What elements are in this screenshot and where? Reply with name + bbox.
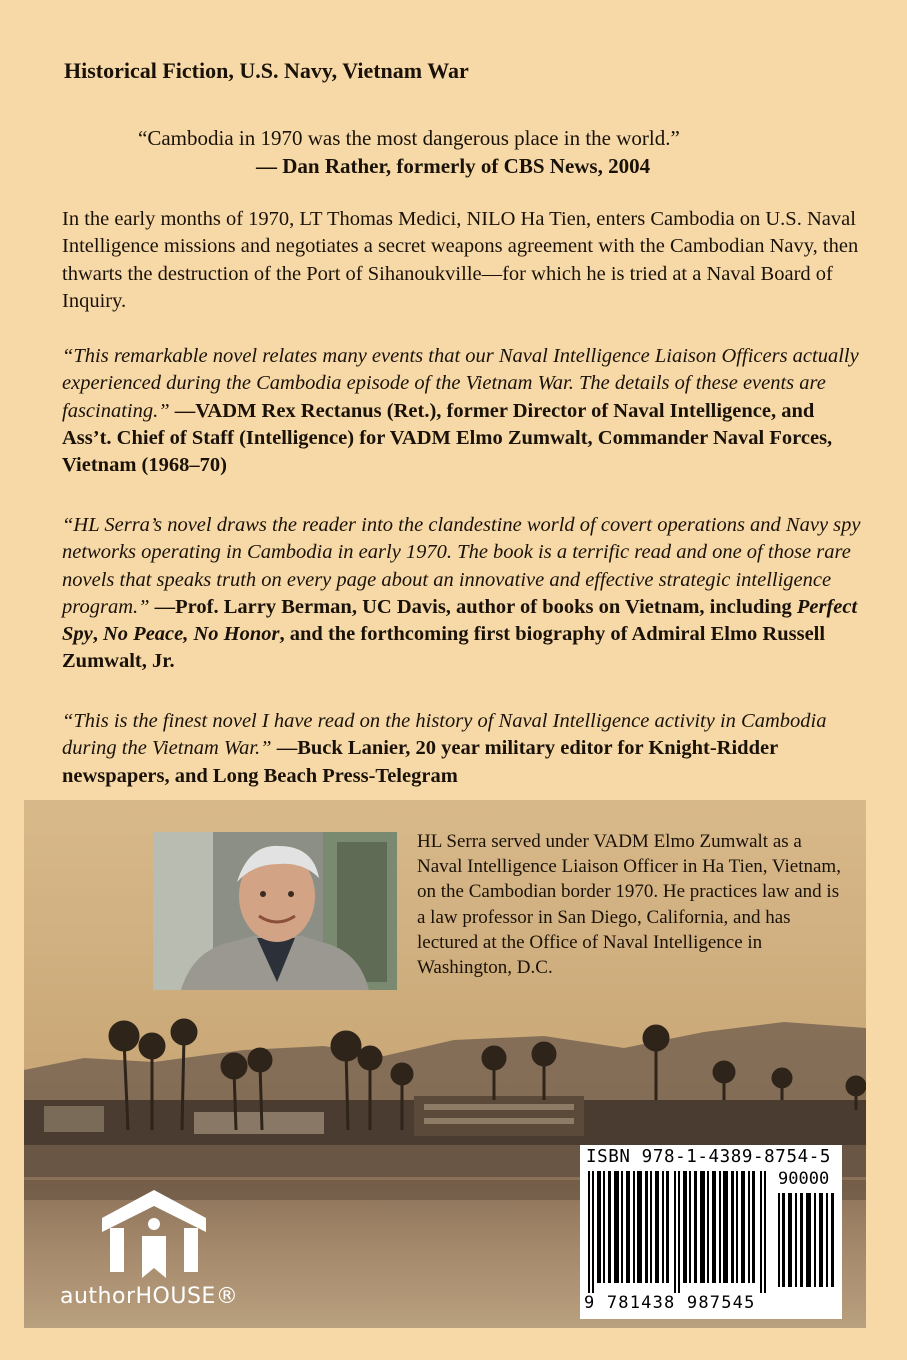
review-source-end: , and the forthcoming first biography of Admiral Elmo Russell Zumwalt, Jr. <box>62 623 826 673</box>
title-separator: , <box>92 623 103 646</box>
review-berman <box>62 512 862 676</box>
review-quote: “HL Serra’s novel draws the reader into the clandestine world of covert operations and Navy spy networks operating in Cambodia in early 1970. The book is a terrific read and one of those rare novels that speaks truth on every page about an innovative and effective strategic intelligence program.” <box>62 514 861 618</box>
isbn-text: ISBN 978-1-4389-8754-5 <box>586 1147 831 1167</box>
review-lanier <box>62 708 862 790</box>
review-quote: “This is the finest novel I have read on the history of Naval Intelligence activity in Cambodia during the Vietnam War.” <box>62 710 827 760</box>
publisher-logo <box>60 1188 250 1318</box>
author-portrait-illustration <box>153 832 397 990</box>
review-quote: “This remarkable novel relates many events that our Naval Intelligence Liaison Officers actually experienced during the Cambodia episode of the Vietnam War. The details of these events are fascinating.” <box>62 345 859 422</box>
author-bio: HL Serra served under VADM Elmo Zumwalt as a Naval Intelligence Liaison Officer in Ha Tien, Vietnam, on the Cambodian border 1970. He practices law and is a law professor in San Diego, California, and has lectured at the Office of Naval Intelligence in Washington, D.C. <box>417 831 841 979</box>
author-photo <box>153 832 397 990</box>
epigraph <box>138 124 778 180</box>
review-source: —VADM Rex Rectanus (Ret.), former Director of Naval Intelligence, and Ass’t. Chief of Staff (Intelligence) for VADM Elmo Zumwalt, Commander Naval Forces, Vietnam (1968–70) <box>62 399 833 477</box>
isbn-barcode <box>580 1145 842 1319</box>
epigraph-attribution: — Dan Rather, formerly of CBS News, 2004 <box>256 154 651 178</box>
main-barcode-bars <box>588 1171 772 1293</box>
publisher-name: authorHOUSE® <box>60 1284 239 1309</box>
review-source: —Prof. Larry Berman, UC Davis, author of books on Vietnam, including <box>149 595 797 618</box>
plot-summary: In the early months of 1970, LT Thomas Medici, NILO Ha Tien, enters Cambodia on U.S. Naval Intelligence missions and negotiates a secret weapons agreement with the Cambodian Navy, then thwarts the destruction of the Port of Sihanoukville—for which he is tried at a Naval Board of Inquiry. <box>62 208 859 312</box>
barcode-number: 9 781438 987545 <box>584 1293 756 1313</box>
house-logo-icon <box>94 1188 214 1278</box>
epigraph-quote: “Cambodia in 1970 was the most dangerous place in the world.” <box>138 126 680 150</box>
price-code: 90000 <box>778 1169 830 1189</box>
review-rectanus <box>62 343 862 479</box>
genre-heading: Historical Fiction, U.S. Navy, Vietnam War <box>64 58 469 83</box>
book-title-no-peace-no-honor: No Peace, No Honor <box>103 623 280 646</box>
review-source: —Buck Lanier, 20 year military editor for Knight-Ridder newspapers, and Long Beach Press-Telegram <box>62 737 778 787</box>
price-barcode-bars <box>778 1193 836 1287</box>
book-title-perfect-spy: Perfect Spy <box>62 595 858 646</box>
